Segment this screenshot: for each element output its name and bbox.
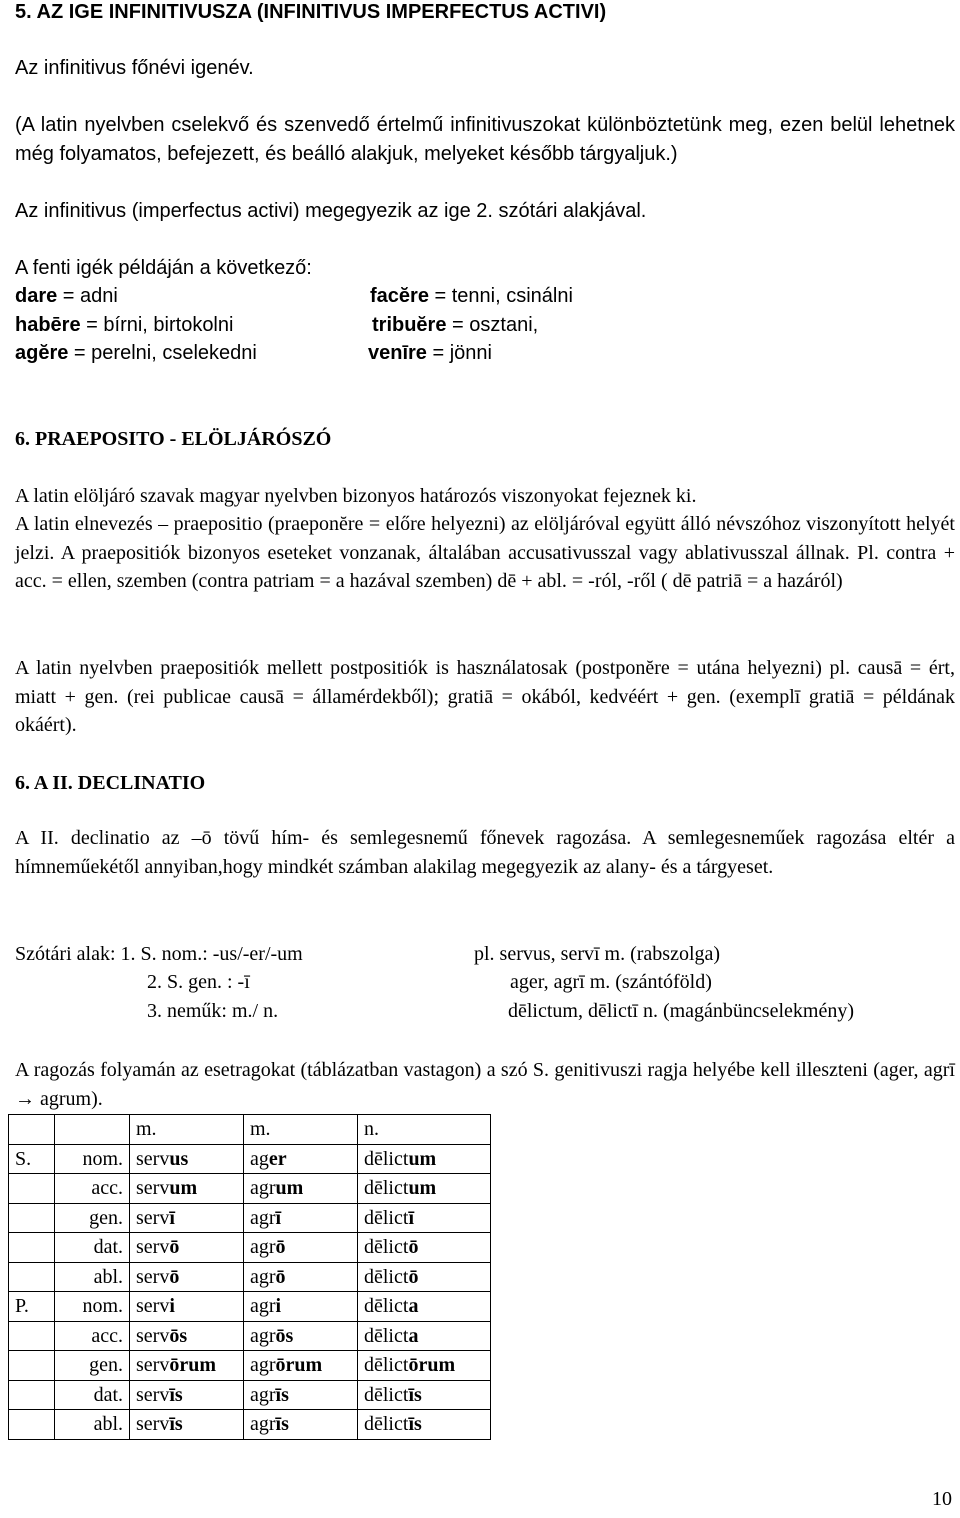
case-ending: ō — [169, 1265, 180, 1288]
page-number: 10 — [932, 1488, 952, 1510]
case-ending: īs — [169, 1383, 183, 1406]
case-ending: ō — [408, 1236, 419, 1259]
servus-form-cell — [130, 1410, 244, 1440]
example-verb: habēre = bírni, birtokolni — [15, 314, 234, 336]
word-stem: agr — [250, 1324, 276, 1347]
table-header-row — [9, 1115, 491, 1145]
case-cell: abl. — [55, 1262, 130, 1292]
ager-form-cell — [244, 1321, 358, 1351]
number-cell — [9, 1203, 55, 1233]
word-stem: agr — [250, 1265, 276, 1288]
case-ending: um — [408, 1177, 437, 1200]
case-ending: ō — [408, 1265, 419, 1288]
table-header-cell: m. — [244, 1115, 358, 1145]
table-header-cell: m. — [130, 1115, 244, 1145]
word-stem: dēlict — [364, 1413, 409, 1436]
word-stem: serv — [136, 1236, 170, 1259]
case-ending: īs — [275, 1383, 289, 1406]
example-verb: agĕre = perelni, cselekedni — [15, 342, 257, 364]
paren-paragraph: (A latin nyelvben cselekvő és szenvedő értelmű infinitivuszokat különböztetünk meg, ezen belül lehetnek még folyamatos, befejezett, és beálló alakjuk, melyeket később tárgyaljuk.) — [15, 114, 955, 165]
word-stem: agr — [250, 1295, 276, 1318]
table-row — [9, 1174, 491, 1204]
ager-form-cell — [244, 1351, 358, 1381]
dictionary-form-label: Szótári alak: 1. S. nom.: -us/-er/-um — [15, 943, 303, 965]
ager-form-cell — [244, 1144, 358, 1174]
infinitivus-definition: Az infinitivus főnévi igenév. — [15, 57, 254, 79]
case-ending: ī — [408, 1206, 414, 1229]
number-cell — [9, 1174, 55, 1204]
word-stem: agr — [250, 1206, 276, 1229]
word-stem: agr — [250, 1383, 276, 1406]
case-ending: īs — [408, 1413, 422, 1436]
number-cell — [9, 1321, 55, 1351]
postpositio-paragraph: A latin nyelvben praepositiók mellett postpositiók is használatosak (postponĕre = utána helyezni) pl. causā = ért, miatt + gen. (rei publicae causā = államérdekből); gratiā = okából, kedvéért + gen. (exemplī gratiā = példának okáért). — [15, 657, 955, 736]
dictionary-form-line3: 3. neműk: m./ n. — [147, 1000, 279, 1022]
case-ending: ō — [169, 1236, 180, 1259]
word-stem: agr — [250, 1413, 276, 1436]
word-stem: serv — [136, 1324, 170, 1347]
praepositio-paragraph-1: A latin elöljáró szavak magyar nyelvben bizonyos határozós viszonyokat fejeznek ki. — [15, 485, 697, 507]
word-stem: serv — [136, 1206, 170, 1229]
case-ending: i — [275, 1295, 282, 1318]
word-stem: serv — [136, 1383, 170, 1406]
servus-form-cell — [130, 1203, 244, 1233]
number-cell — [9, 1351, 55, 1381]
table-row — [9, 1321, 491, 1351]
table-row — [9, 1292, 491, 1322]
ager-form-cell — [244, 1262, 358, 1292]
delictum-form-cell — [358, 1233, 491, 1263]
delictum-form-cell — [358, 1380, 491, 1410]
example-verb: dare = adni — [15, 285, 118, 307]
case-cell: abl. — [55, 1410, 130, 1440]
case-ending: a — [408, 1324, 419, 1347]
example-delictum: dēlictum, dēlictī n. (magánbüncselekmény) — [508, 1000, 854, 1022]
number-cell — [9, 1262, 55, 1292]
case-ending: um — [275, 1177, 304, 1200]
delictum-form-cell — [358, 1262, 491, 1292]
case-ending: ō — [275, 1236, 286, 1259]
case-cell: dat. — [55, 1380, 130, 1410]
servus-form-cell — [130, 1144, 244, 1174]
section-heading-infinitivus: 5. AZ IGE INFINITIVUSZA (INFINITIVUS IMPERFECTUS ACTIVI) — [15, 1, 607, 23]
word-stem: serv — [136, 1265, 170, 1288]
number-cell — [9, 1380, 55, 1410]
word-stem: serv — [136, 1295, 170, 1318]
word-stem: agr — [250, 1354, 276, 1377]
ager-form-cell — [244, 1174, 358, 1204]
dictionary-form-line: Az infinitivus (imperfectus activi) megegyezik az ige 2. szótári alakjával. — [15, 200, 647, 222]
word-stem: dēlict — [364, 1147, 409, 1170]
delictum-form-cell — [358, 1292, 491, 1322]
servus-form-cell — [130, 1174, 244, 1204]
table-row — [9, 1233, 491, 1263]
case-ending: um — [169, 1177, 198, 1200]
case-ending: ī — [169, 1206, 175, 1229]
servus-form-cell — [130, 1380, 244, 1410]
word-stem: serv — [136, 1413, 170, 1436]
case-cell: acc. — [55, 1174, 130, 1204]
examples-intro: A fenti igék példáján a következő: — [15, 257, 312, 279]
table-row — [9, 1203, 491, 1233]
ager-form-cell — [244, 1203, 358, 1233]
case-ending: ōrum — [169, 1354, 216, 1377]
example-verb: venīre = jönni — [368, 342, 492, 364]
word-stem: dēlict — [364, 1236, 409, 1259]
word-stem: serv — [136, 1354, 170, 1377]
delictum-form-cell — [358, 1203, 491, 1233]
example-servus: pl. servus, servī m. (rabszolga) — [474, 943, 721, 965]
word-stem: dēlict — [364, 1383, 409, 1406]
praepositio-paragraph-2: A latin elnevezés – praepositio (praeponĕre = előre helyezni) az elöljáróval együtt álló névszóhoz viszonyított helyét jelzi. A praepositiók bizonyos eseteket vonzanak, általában accusativusszal vagy ablativusszal állnak. Pl. contra + acc. = ellen, szemben (contra patriam = a hazával szemben) dē + abl. = -ról, -ről ( dē patriā = a hazáról) — [15, 513, 955, 592]
case-ending: ōs — [275, 1324, 294, 1347]
case-ending: īs — [169, 1413, 183, 1436]
ager-form-cell — [244, 1292, 358, 1322]
case-ending: ī — [275, 1206, 282, 1229]
servus-form-cell — [130, 1321, 244, 1351]
example-verb: facĕre = tenni, csinálni — [370, 285, 573, 307]
case-cell: gen. — [55, 1203, 130, 1233]
declinatio-paragraph: A II. declinatio az –ō tövű hím- és semlegesnemű főnevek ragozása. A semlegesneműek ragozása eltér a hímneműekétől annyiban,hogy mindkét számban alakilag megegyezik az alany- és a tárgyeset. — [15, 827, 955, 878]
case-cell: gen. — [55, 1351, 130, 1381]
delictum-form-cell — [358, 1351, 491, 1381]
case-ending: i — [169, 1295, 175, 1318]
table-row — [9, 1351, 491, 1381]
section-heading-praepositio: 6. PRAEPOSITO - ELÖLJÁRÓSZÓ — [15, 428, 332, 450]
case-cell: nom. — [55, 1292, 130, 1322]
example-ager: ager, agrī m. (szántóföld) — [510, 971, 712, 993]
delictum-form-cell — [358, 1144, 491, 1174]
servus-form-cell — [130, 1351, 244, 1381]
word-stem: serv — [136, 1177, 170, 1200]
table-header-cell — [9, 1115, 55, 1145]
word-stem: dēlict — [364, 1177, 409, 1200]
servus-form-cell — [130, 1262, 244, 1292]
number-cell: S. — [9, 1144, 55, 1174]
table-row — [9, 1144, 491, 1174]
table-row — [9, 1410, 491, 1440]
section-heading-declinatio: 6. A II. DECLINATIO — [15, 772, 206, 794]
case-cell: dat. — [55, 1233, 130, 1263]
case-ending: īs — [408, 1383, 422, 1406]
table-header-cell — [55, 1115, 130, 1145]
ager-form-cell — [244, 1233, 358, 1263]
word-stem: dēlict — [364, 1265, 409, 1288]
case-ending: īs — [275, 1413, 289, 1436]
case-cell: nom. — [55, 1144, 130, 1174]
word-stem: ag — [250, 1147, 269, 1170]
dictionary-form-line2: 2. S. gen. : -ī — [147, 971, 250, 993]
word-stem: dēlict — [364, 1354, 409, 1377]
word-stem: agr — [250, 1177, 276, 1200]
number-cell: P. — [9, 1292, 55, 1322]
word-stem: dēlict — [364, 1324, 409, 1347]
example-verb: tribuĕre = osztani, — [372, 314, 539, 336]
number-cell — [9, 1410, 55, 1440]
case-ending: us — [169, 1147, 189, 1170]
ager-form-cell — [244, 1410, 358, 1440]
declension-table — [8, 1114, 491, 1440]
case-ending: ō — [275, 1265, 286, 1288]
word-stem: agr — [250, 1236, 276, 1259]
case-ending: ōs — [169, 1324, 188, 1347]
ager-form-cell — [244, 1380, 358, 1410]
case-ending: er — [268, 1147, 287, 1170]
case-ending: ōrum — [408, 1354, 456, 1377]
delictum-form-cell — [358, 1321, 491, 1351]
delictum-form-cell — [358, 1174, 491, 1204]
case-cell: acc. — [55, 1321, 130, 1351]
word-stem: dēlict — [364, 1295, 409, 1318]
word-stem: serv — [136, 1147, 170, 1170]
ragozas-paragraph: A ragozás folyamán az esetragokat (táblázatban vastagon) a szó S. genitivuszi ragja helyébe kell illeszteni (ager, agrī → agrum). — [15, 1059, 955, 1110]
case-ending: a — [408, 1295, 419, 1318]
servus-form-cell — [130, 1233, 244, 1263]
case-ending: ōrum — [275, 1354, 323, 1377]
table-header-cell: n. — [358, 1115, 491, 1145]
word-stem: dēlict — [364, 1206, 409, 1229]
servus-form-cell — [130, 1292, 244, 1322]
case-ending: um — [408, 1147, 437, 1170]
number-cell — [9, 1233, 55, 1263]
delictum-form-cell — [358, 1410, 491, 1440]
table-row — [9, 1262, 491, 1292]
table-row — [9, 1380, 491, 1410]
